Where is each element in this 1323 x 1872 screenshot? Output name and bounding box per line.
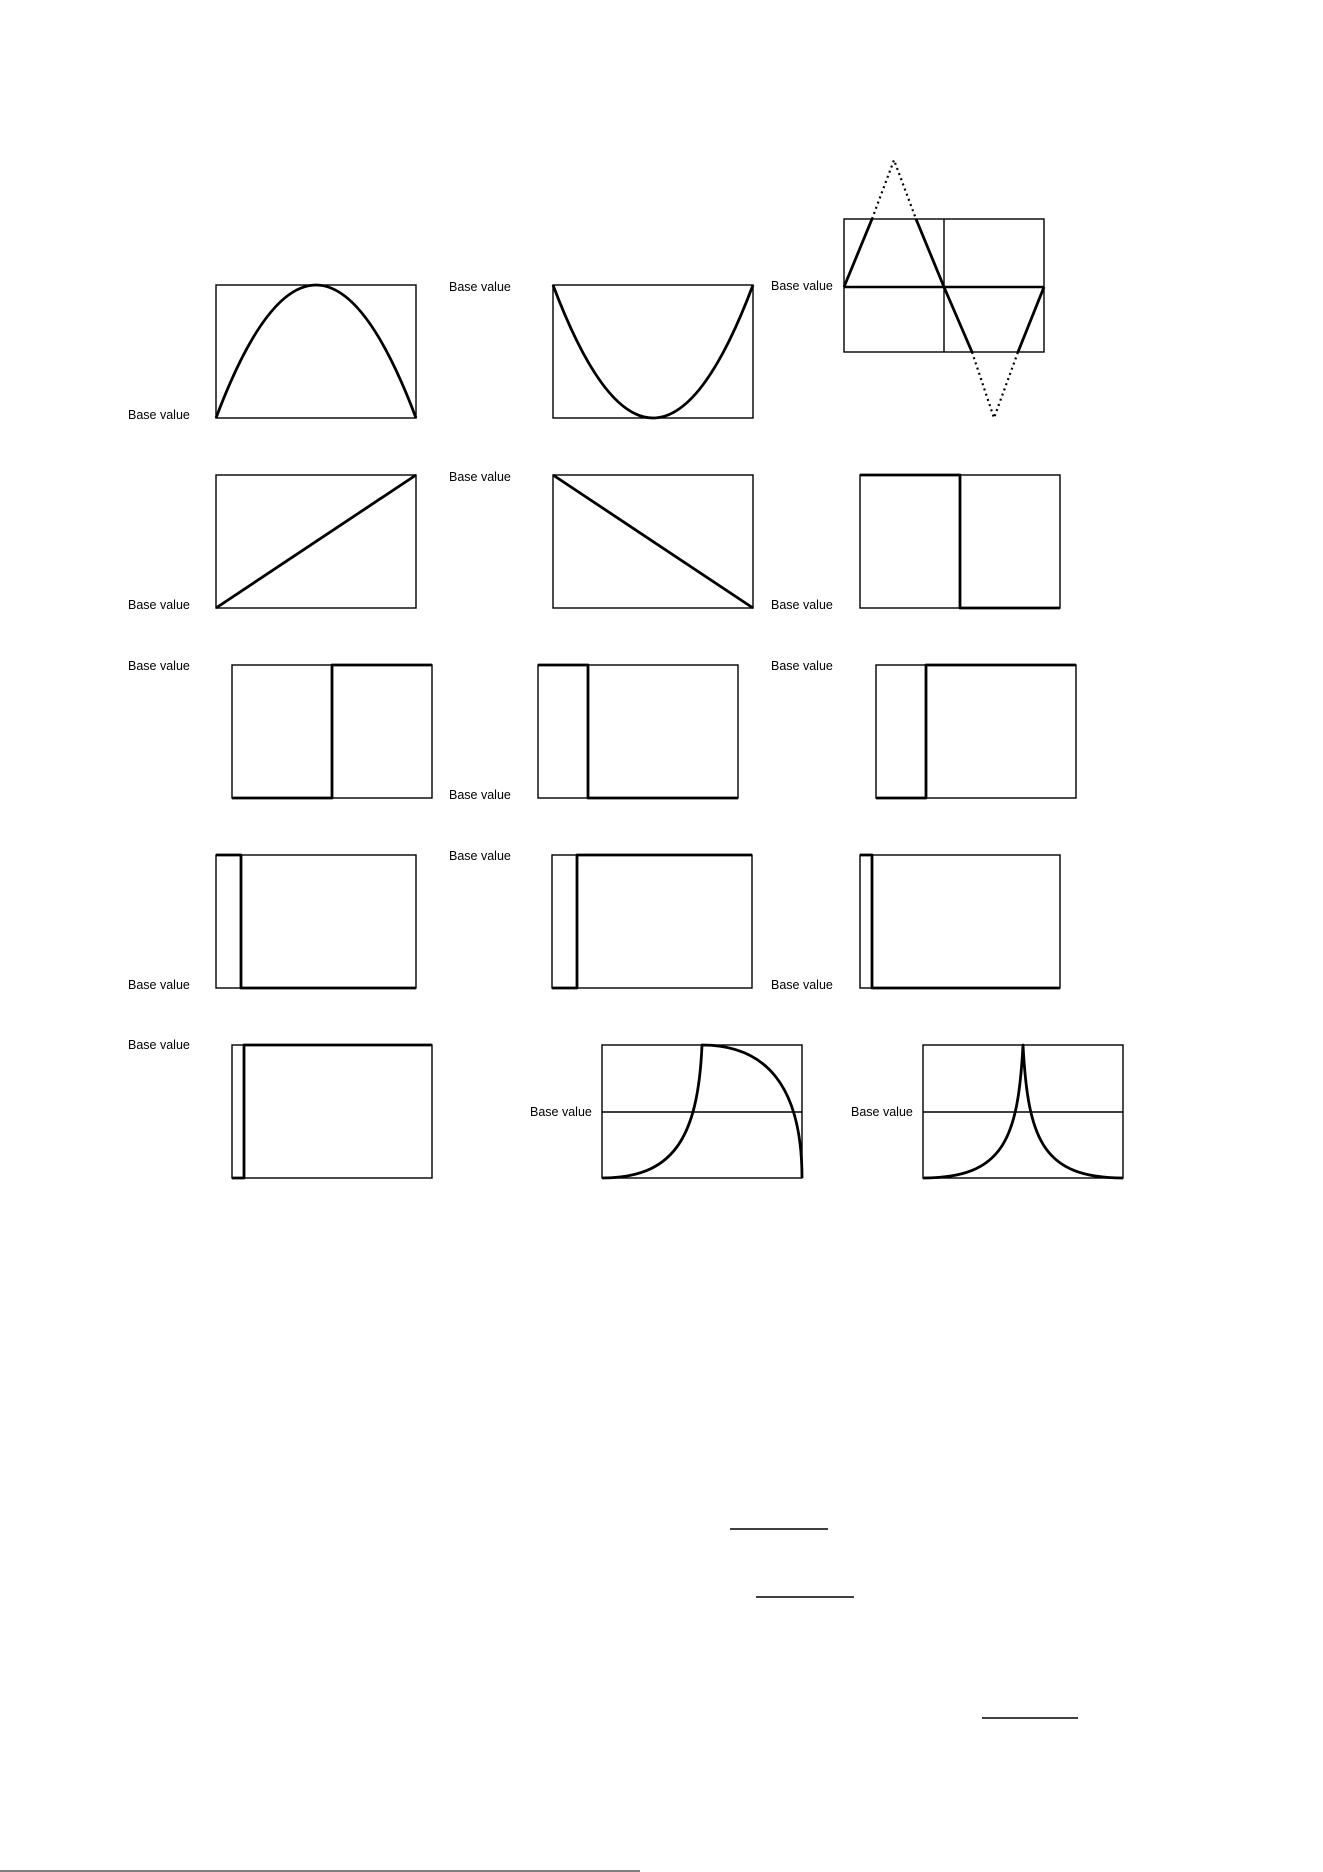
waveform-pulse-12-low <box>449 849 752 988</box>
base-value-label: Base value <box>771 598 833 612</box>
base-value-label: Base value <box>128 978 190 992</box>
base-value-label: Base value <box>771 659 833 673</box>
base-value-label: Base value <box>851 1105 913 1119</box>
waveform-pulse-3-low <box>128 1038 432 1178</box>
waveform-pulse-12-high <box>128 855 416 992</box>
base-value-label: Base value <box>449 470 511 484</box>
base-value-label: Base value <box>128 598 190 612</box>
waveform-pulse-25-high <box>449 665 738 802</box>
waveform-ramp-down <box>449 470 753 608</box>
waveform-exp-peak <box>851 1045 1123 1178</box>
waveform-sine-positive-half <box>128 285 416 422</box>
base-value-label: Base value <box>128 1038 190 1052</box>
base-value-label: Base value <box>449 849 511 863</box>
waveform-ramp-up <box>128 475 416 612</box>
base-value-label: Base value <box>530 1105 592 1119</box>
base-value-label: Base value <box>449 280 511 294</box>
base-value-label: Base value <box>771 978 833 992</box>
waveform-square-low-high <box>128 659 432 798</box>
base-value-label: Base value <box>771 279 833 293</box>
waveform-sine-negative-half <box>449 280 753 418</box>
waveform-pulse-25-low <box>771 659 1076 798</box>
base-value-label: Base value <box>128 408 190 422</box>
base-value-label: Base value <box>449 788 511 802</box>
waveform-triangle <box>771 160 1044 418</box>
waveform-exp-rise-fall <box>530 1045 802 1178</box>
base-value-label: Base value <box>128 659 190 673</box>
waveform-square-high-low <box>771 475 1060 612</box>
waveform-pulse-6-high <box>771 855 1060 992</box>
